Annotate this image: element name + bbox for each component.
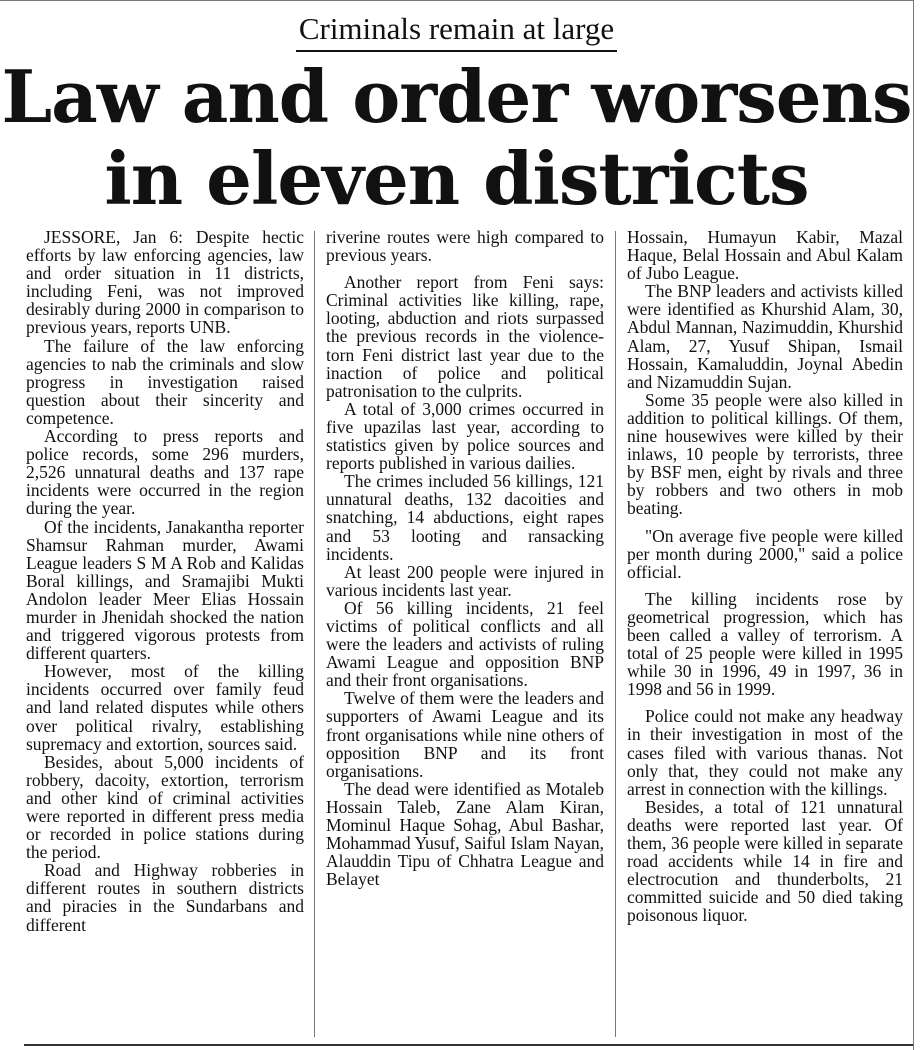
headline-line-1: Law and order worsens [1,54,912,139]
paragraph: "On average five people were killed per month during 2000," said a police official. [627,525,903,582]
column-rule-1 [314,231,315,1037]
headline [0,56,913,220]
paragraph: According to press reports and police records, some 296 murders, 2,526 unnatural deaths and 137 rape incidents were occurred in the region during the year. [26,426,304,519]
paragraph: Of the incidents, Janakantha reporter Shamsur Rahman murder, Awami League leaders S M A Rob and Kalidas Boral killings, and Sramajibi Mukti Andolon leader Meer Elias Hossain murder in Jhenidah shocked the nation and triggered vigorous protests from different quarters. [26,516,304,664]
paragraph: JESSORE, Jan 6: Despite hectic efforts by law enforcing agencies, law and order situation in 11 districts, including Feni, was not improved desirably during 2000 in comparison to previous years, reports UNB. [26,228,304,338]
article-column-1 [26,228,304,1036]
paragraph: Some 35 people were also killed in addition to political killings. Of them, nine housewives were killed by their inlaws, 10 people by terrorists, three by BSF men, eight by rivals and three by robbers and two others in mob beating. [627,389,903,519]
kicker [0,10,913,52]
paragraph: Police could not make any headway in their investigation in most of the cases filed with various thanas. Not only that, they could not make any arrest in connection with the killings. [627,706,903,799]
right-border [913,0,914,1050]
paragraph: The killing incidents rose by geometrical progression, which has been called a valley of terrorism. A total of 25 people were killed in 1995 while 30 in 1996, 49 in 1997, 36 in 1998 and 56 in 1999. [627,588,903,700]
paragraph: Of 56 killing incidents, 21 feel victims of political conflicts and all were the leaders and activists of ruling Awami League and opposition BNP and their front organisations. [326,597,604,691]
paragraph: Hossain, Humayun Kabir, Mazal Haque, Belal Hossain and Abul Kalam of Jubo League. [627,228,903,284]
paragraph: Another report from Feni says: Criminal activities like killing, rape, looting, abduction and riots surpassed the previous records in the violence-torn Feni district last year due to the inaction of police and political patronisation to the culprits. [326,272,604,401]
paragraph: The crimes included 56 killings, 121 unnatural deaths, 132 dacoities and snatching, 14 abductions, eight rapes and 53 looting and ransacking incidents. [326,471,604,564]
paragraph: Road and Highway robberies in different routes in southern districts and piracies in the Sundarbans and different [26,860,304,935]
paragraph: However, most of the killing incidents occurred over family feud and land related disputes while others over political rivalry, establishing supremacy and extortion, sources said. [26,661,304,754]
top-border [0,0,913,1]
paragraph: Besides, about 5,000 incidents of robbery, dacoity, extortion, terrorism and other kind of criminal activities were reported in different press media or recorded in police stations during the period. [26,751,304,863]
headline-line-2: in eleven districts [104,136,809,221]
paragraph: A total of 3,000 crimes occurred in five upazilas last year, according to statistics given by police sources and reports published in various dailies. [326,398,604,474]
article-column-3 [627,228,903,1036]
paragraph: The BNP leaders and activists killed were identified as Khurshid Alam, 30, Abdul Mannan, Nazimuddin, Khurshid Alam, 27, Yusuf Shipan, Ismail Hossain, Kamaluddin, Joynal Abedin and Nizamuddin Sujan. [627,281,903,392]
paragraph: riverine routes were high compared to previous years. [326,228,604,266]
paragraph: The failure of the law enforcing agencies to nab the criminals and slow progress in investigation raised question about their sincerity and competence. [26,335,304,428]
paragraph: Twelve of them were the leaders and supporters of Awami League and its front organisations while nine others of opposition BNP and its front organisations. [326,688,604,781]
column-rule-2 [615,231,616,1037]
article-column-2 [326,228,604,1036]
paragraph: The dead were identified as Motaleb Hossain Taleb, Zane Alam Kiran, Mominul Haque Sohag, Abul Bashar, Mohammad Yusuf, Saiful Islam Nayan, Alauddin Tipu of Chhatra League and Belayet [326,778,604,890]
paragraph: At least 200 people were injured in various incidents last year. [326,561,604,600]
bottom-rule [24,1044,913,1046]
kicker-text: Criminals remain at large [296,10,617,52]
paragraph: Besides, a total of 121 unnatural deaths were reported last year. Of them, 36 people were killed in separate road accidents while 14 in fire and electrocution and thunderbolts, 21 committed suicide and 50 died taking poisonous liquor. [627,796,903,926]
